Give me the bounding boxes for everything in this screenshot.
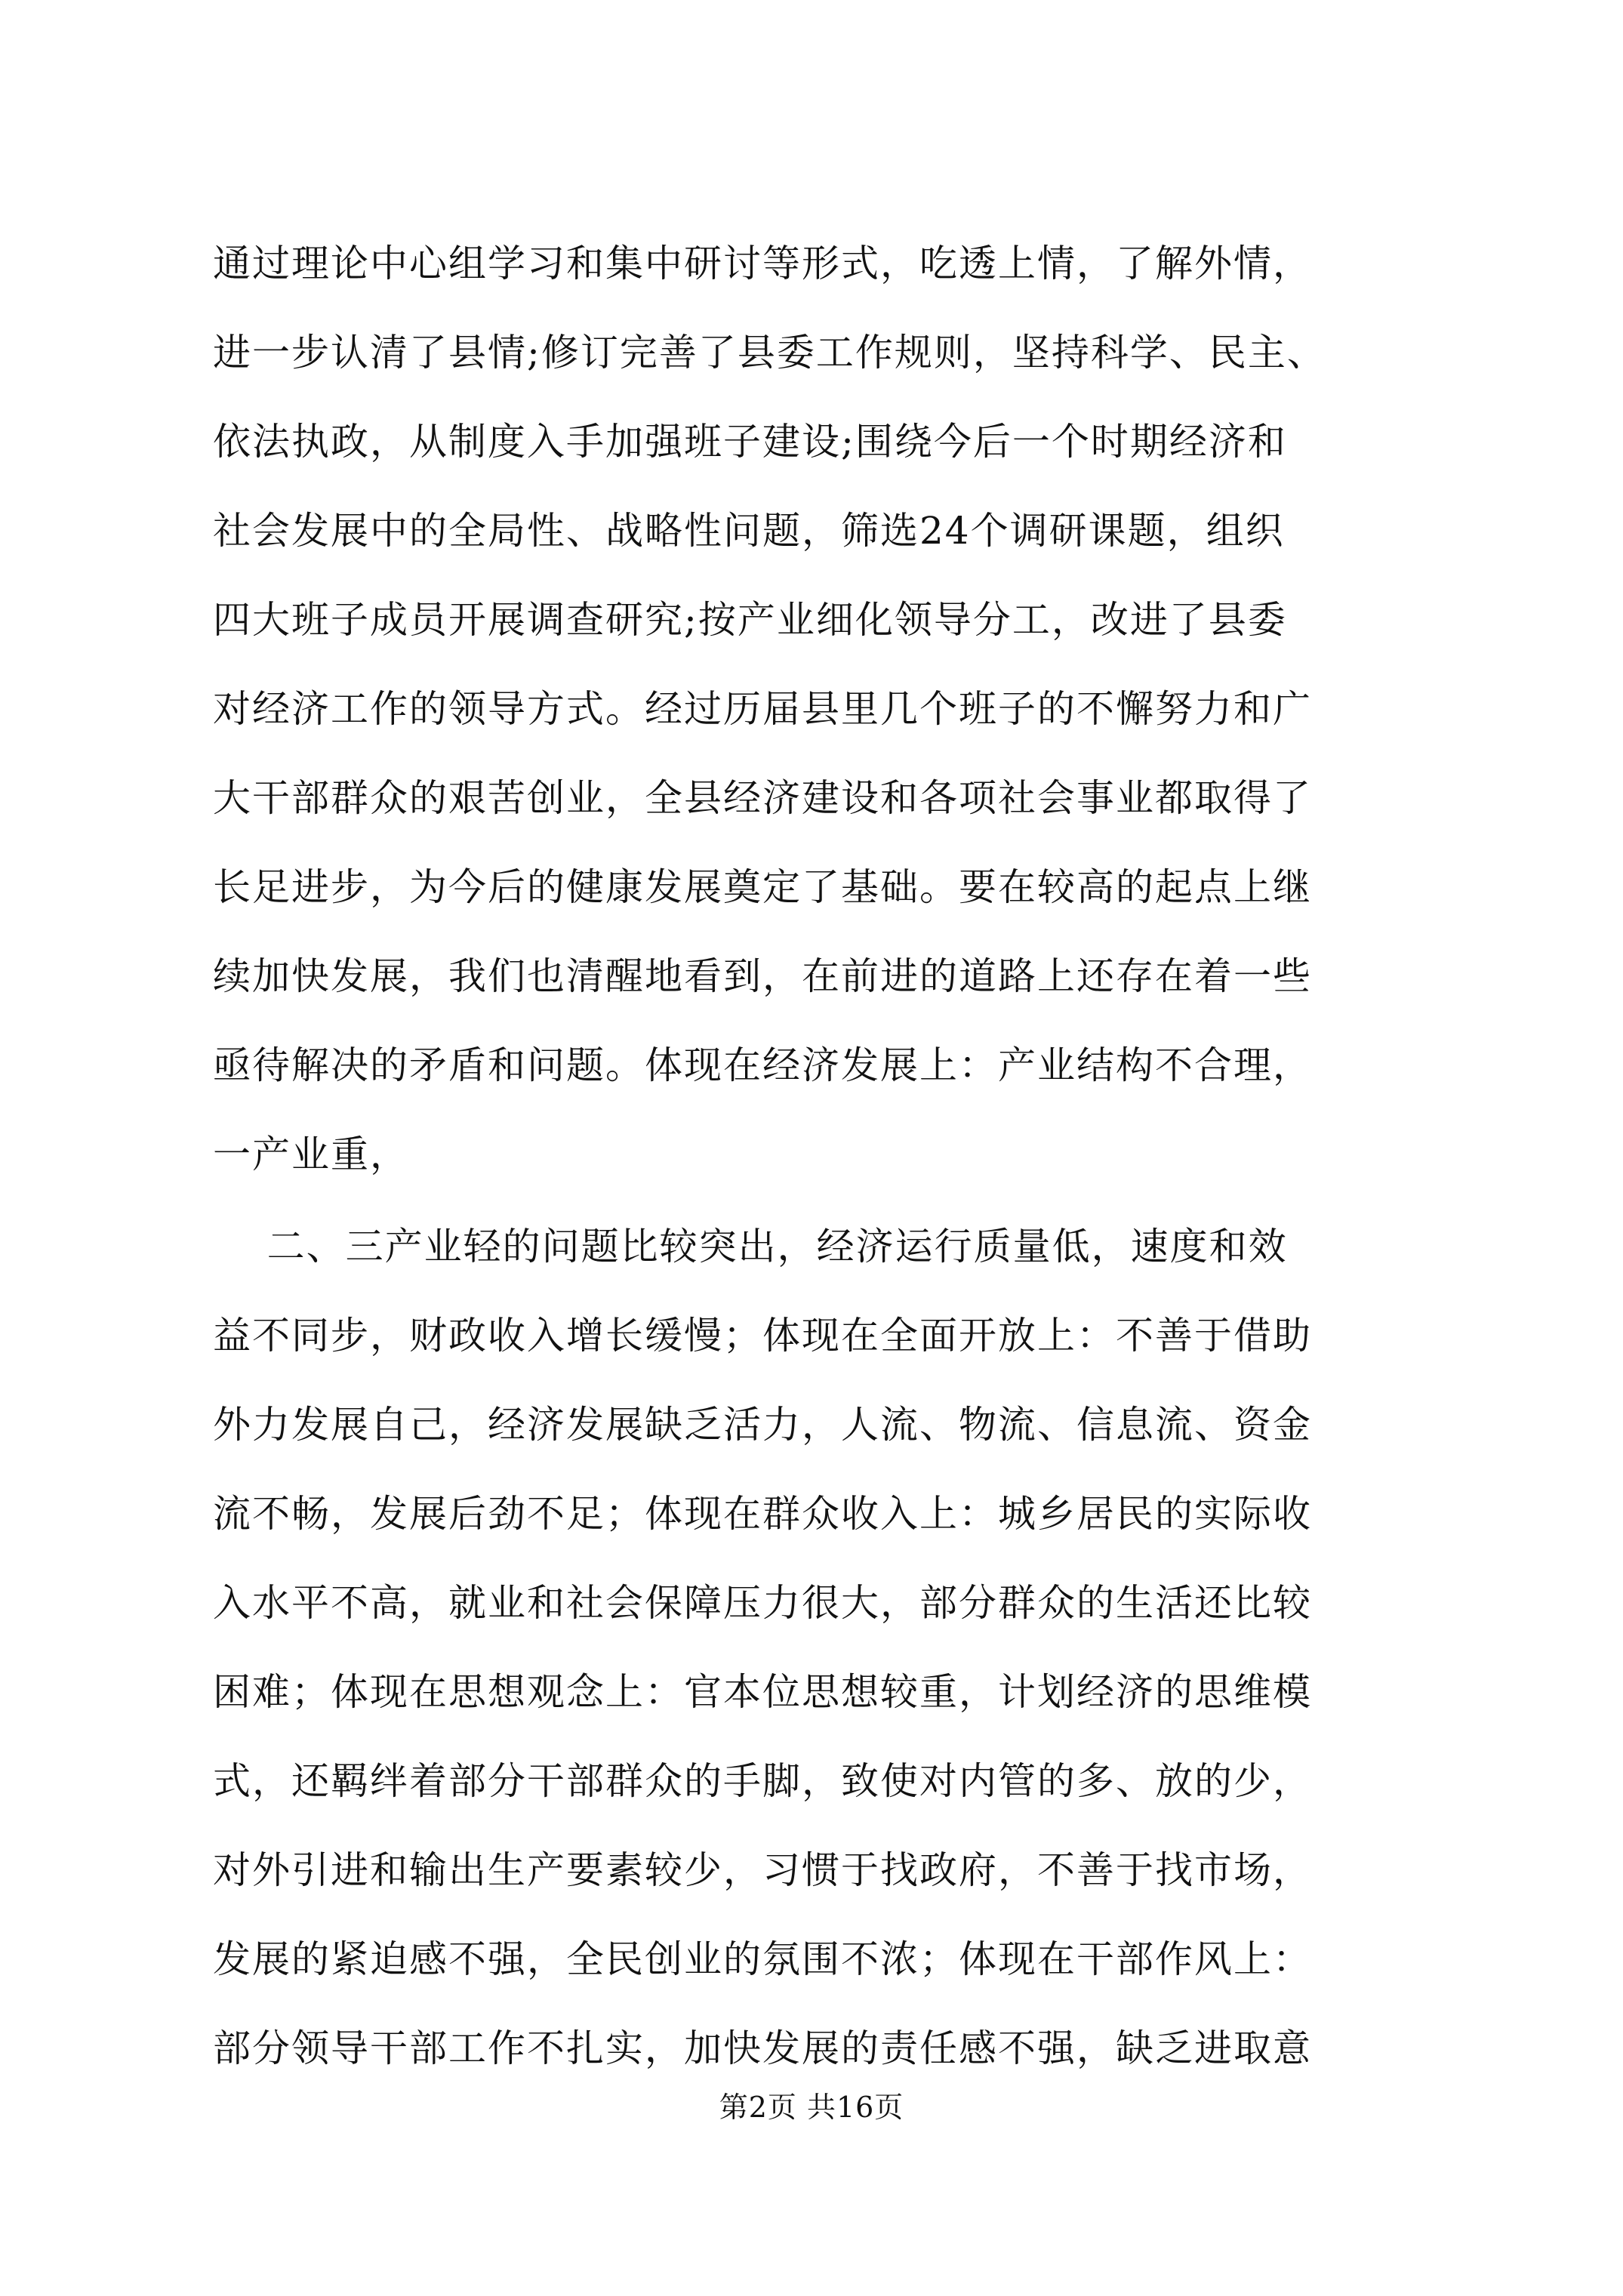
text-line: 流不畅，发展后劲不足；体现在群众收入上：城乡居民的实际收 xyxy=(213,1492,1312,1536)
text-line: 进一步认清了县情;修订完善了县委工作规则，坚持科学、民主、 xyxy=(213,331,1326,374)
text-line: 部分领导干部工作不扎实，加快发展的责任感不强，缺乏进取意 xyxy=(213,2026,1312,2070)
text-line: 依法执政，从制度入手加强班子建设;围绕今后一个时期经济和 xyxy=(213,420,1287,464)
text-line: 外力发展自己，经济发展缺乏活力，人流、物流、信息流、资金 xyxy=(213,1403,1312,1447)
text-line: 续加快发展，我们也清醒地看到，在前进的道路上还存在着一些 xyxy=(213,954,1312,998)
text-line: 益不同步，财政收入增长缓慢；体现在全面开放上：不善于借助 xyxy=(213,1314,1312,1358)
page-footer: 第2页 共16页 xyxy=(719,2091,904,2124)
text-line: 困难；体现在思想观念上：官本位思想较重，计划经济的思维模 xyxy=(213,1670,1312,1714)
text-line: 二、三产业轻的问题比较突出，经济运行质量低，速度和效 xyxy=(213,1225,1288,1268)
text-line: 长足进步，为今后的健康发展奠定了基础。要在较高的起点上继 xyxy=(213,865,1312,909)
text-line: 社会发展中的全局性、战略性问题，筛选24个调研课题，组织 xyxy=(213,509,1285,553)
text-line: 四大班子成员开展调查研究;按产业细化领导分工，改进了县委 xyxy=(213,598,1287,642)
text-line: 大干部群众的艰苦创业，全县经济建设和各项社会事业都取得了 xyxy=(213,776,1312,820)
text-line: 亟待解决的矛盾和问题。体现在经济发展上：产业结构不合理， xyxy=(213,1043,1312,1087)
document-body xyxy=(213,219,1421,2093)
text-line: 一产业重， xyxy=(213,1133,409,1176)
text-line: 式，还羁绊着部分干部群众的手脚，致使对内管的多、放的少， xyxy=(213,1759,1312,1803)
text-line: 对经济工作的领导方式。经过历届县里几个班子的不懈努力和广 xyxy=(213,687,1312,731)
text-line: 通过理论中心组学习和集中研讨等形式，吃透上情，了解外情， xyxy=(213,242,1312,285)
text-line: 发展的紧迫感不强，全民创业的氛围不浓；体现在干部作风上： xyxy=(213,1937,1312,1981)
text-line: 对外引进和输出生产要素较少，习惯于找政府，不善于找市场， xyxy=(213,1848,1312,1892)
text-line: 入水平不高，就业和社会保障压力很大，部分群众的生活还比较 xyxy=(213,1581,1312,1625)
